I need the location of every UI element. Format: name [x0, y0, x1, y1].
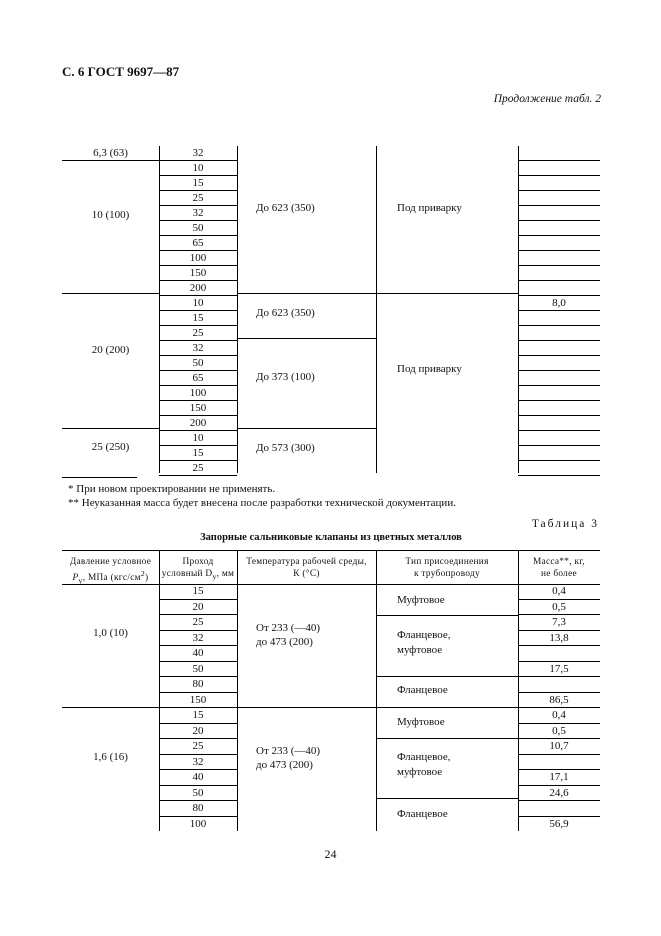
mass-cell: 0,4 — [518, 584, 600, 600]
header-temperature: Температура рабочей среды, К (°С) — [246, 557, 367, 579]
passage-cell: 40 — [159, 646, 237, 662]
mass-cell — [518, 461, 600, 476]
header-passage: Проход условный $D_y$, мм — [161, 557, 235, 581]
header-connection: Тип присоединения к трубопроводу — [405, 557, 489, 579]
mass-cell: 13,8 — [518, 631, 600, 647]
mass-cell — [518, 281, 600, 296]
connection-cell: Муфтовое — [397, 716, 445, 728]
passage-cell: 100 — [159, 251, 237, 266]
footnote-1: * При новом проектировании не применять. — [68, 483, 276, 495]
mass-cell: 24,6 — [518, 786, 600, 802]
temperature-cell: До 573 (300) — [256, 442, 315, 454]
mass-cell: 17,1 — [518, 770, 600, 786]
passage-cell: 50 — [159, 356, 237, 371]
mass-cell — [518, 356, 600, 371]
mass-cell — [518, 401, 600, 416]
passage-cell: 40 — [159, 770, 237, 786]
table-3-number: Таблица 3 — [531, 518, 599, 530]
mass-cell: 17,5 — [518, 662, 600, 678]
temperature-cell: До 373 (100) — [256, 371, 315, 383]
passage-cell: 10 — [159, 296, 237, 311]
passage-cell: 25 — [159, 461, 237, 476]
passage-cell: 32 — [159, 146, 237, 161]
mass-cell — [518, 266, 600, 281]
passage-cell: 50 — [159, 786, 237, 802]
passage-cell: 32 — [159, 631, 237, 647]
passage-cell: 100 — [189, 817, 207, 830]
passage-cell: 150 — [159, 693, 237, 709]
temperature-cell: До 623 (350) — [256, 307, 315, 319]
passage-cell: 25 — [159, 739, 237, 755]
mass-cell: 8,0 — [518, 296, 600, 311]
pressure-cell: 25 (250) — [91, 441, 130, 453]
mass-cell — [518, 371, 600, 386]
passage-cell: 32 — [159, 206, 237, 221]
mass-cell — [518, 677, 600, 693]
pressure-cell: 1,6 (16) — [93, 751, 128, 763]
temperature-cell: От 233 (—40) до 473 (200) — [256, 745, 321, 771]
mass-cell: 0,5 — [518, 600, 600, 616]
pressure-cell: 6,3 (63) — [93, 147, 128, 159]
passage-cell: 50 — [159, 662, 237, 678]
mass-cell — [518, 431, 600, 446]
mass-cell — [518, 221, 600, 236]
header-pressure: Давление условное $P_у$, МПа $(кгс/см^2)$ — [69, 557, 152, 585]
mass-cell — [518, 191, 600, 206]
temperature-cell: От 233 (—40) до 473 (200) — [256, 622, 321, 648]
mass-cell — [518, 416, 600, 431]
connection-cell: Фланцевое, муфтовое — [397, 629, 451, 656]
pressure-cell: 20 (200) — [91, 344, 130, 356]
passage-cell: 25 — [159, 326, 237, 341]
mass-cell — [518, 161, 600, 176]
connection-cell: Под приварку — [397, 363, 462, 375]
mass-cell — [518, 446, 600, 461]
passage-cell: 65 — [159, 236, 237, 251]
page-number: 24 — [324, 847, 337, 861]
passage-cell: 100 — [159, 386, 237, 401]
mass-cell: 0,5 — [518, 724, 600, 740]
connection-cell: Муфтовое — [397, 594, 445, 606]
mass-cell — [518, 755, 600, 771]
connection-cell: Под приварку — [397, 202, 462, 214]
passage-cell: 150 — [159, 401, 237, 416]
pressure-cell: 1,0 (10) — [93, 627, 128, 639]
passage-cell: 15 — [159, 446, 237, 461]
passage-cell: 25 — [159, 191, 237, 206]
passage-cell: 200 — [159, 416, 237, 431]
mass-cell — [518, 146, 600, 161]
passage-cell: 80 — [159, 801, 237, 817]
mass-cell — [518, 801, 600, 817]
passage-cell: 80 — [159, 677, 237, 693]
mass-cell — [518, 236, 600, 251]
pressure-cell: 10 (100) — [91, 209, 130, 221]
connection-cell: Фланцевое — [397, 684, 448, 696]
table-continuation-label: Продолжение табл. 2 — [493, 93, 601, 105]
table-3 — [62, 550, 600, 831]
temperature-cell: До 623 (350) — [256, 202, 315, 214]
passage-cell: 15 — [159, 311, 237, 326]
mass-cell — [518, 206, 600, 221]
mass-cell: 10,7 — [518, 739, 600, 755]
passage-cell: 15 — [159, 708, 237, 724]
footnote-separator — [62, 477, 137, 478]
passage-cell: 150 — [159, 266, 237, 281]
passage-cell: 20 — [159, 600, 237, 616]
passage-cell: 25 — [159, 615, 237, 631]
mass-cell: 7,3 — [518, 615, 600, 631]
mass-cell — [518, 646, 600, 662]
mass-cell — [518, 386, 600, 401]
passage-cell: 10 — [159, 431, 237, 446]
passage-cell: 10 — [159, 161, 237, 176]
table-2-body — [62, 146, 600, 473]
mass-cell — [518, 311, 600, 326]
mass-cell — [518, 251, 600, 266]
passage-cell: 20 — [159, 724, 237, 740]
connection-cell: Фланцевое, муфтовое — [397, 751, 451, 778]
mass-cell: 0,4 — [518, 708, 600, 724]
passage-cell: 65 — [159, 371, 237, 386]
header-mass: Масса**, кг, не более — [532, 557, 586, 579]
passage-cell: 32 — [159, 341, 237, 356]
connection-cell: Фланцевое — [397, 808, 448, 820]
mass-cell — [518, 326, 600, 341]
passage-cell: 15 — [159, 176, 237, 191]
mass-cell: 86,5 — [518, 693, 600, 709]
passage-cell: 200 — [159, 281, 237, 296]
mass-cell — [518, 176, 600, 191]
passage-cell: 32 — [159, 755, 237, 771]
passage-cell: 50 — [159, 221, 237, 236]
mass-cell: 56,9 — [549, 817, 569, 830]
passage-cell: 15 — [159, 584, 237, 600]
page-header: С. 6 ГОСТ 9697—87 — [62, 64, 180, 79]
table-3-title: Запорные сальниковые клапаны из цветных металлов — [200, 532, 462, 543]
footnote-2: ** Неуказанная масса будет внесена после разработки технической документации. — [68, 497, 456, 509]
mass-cell — [518, 341, 600, 356]
